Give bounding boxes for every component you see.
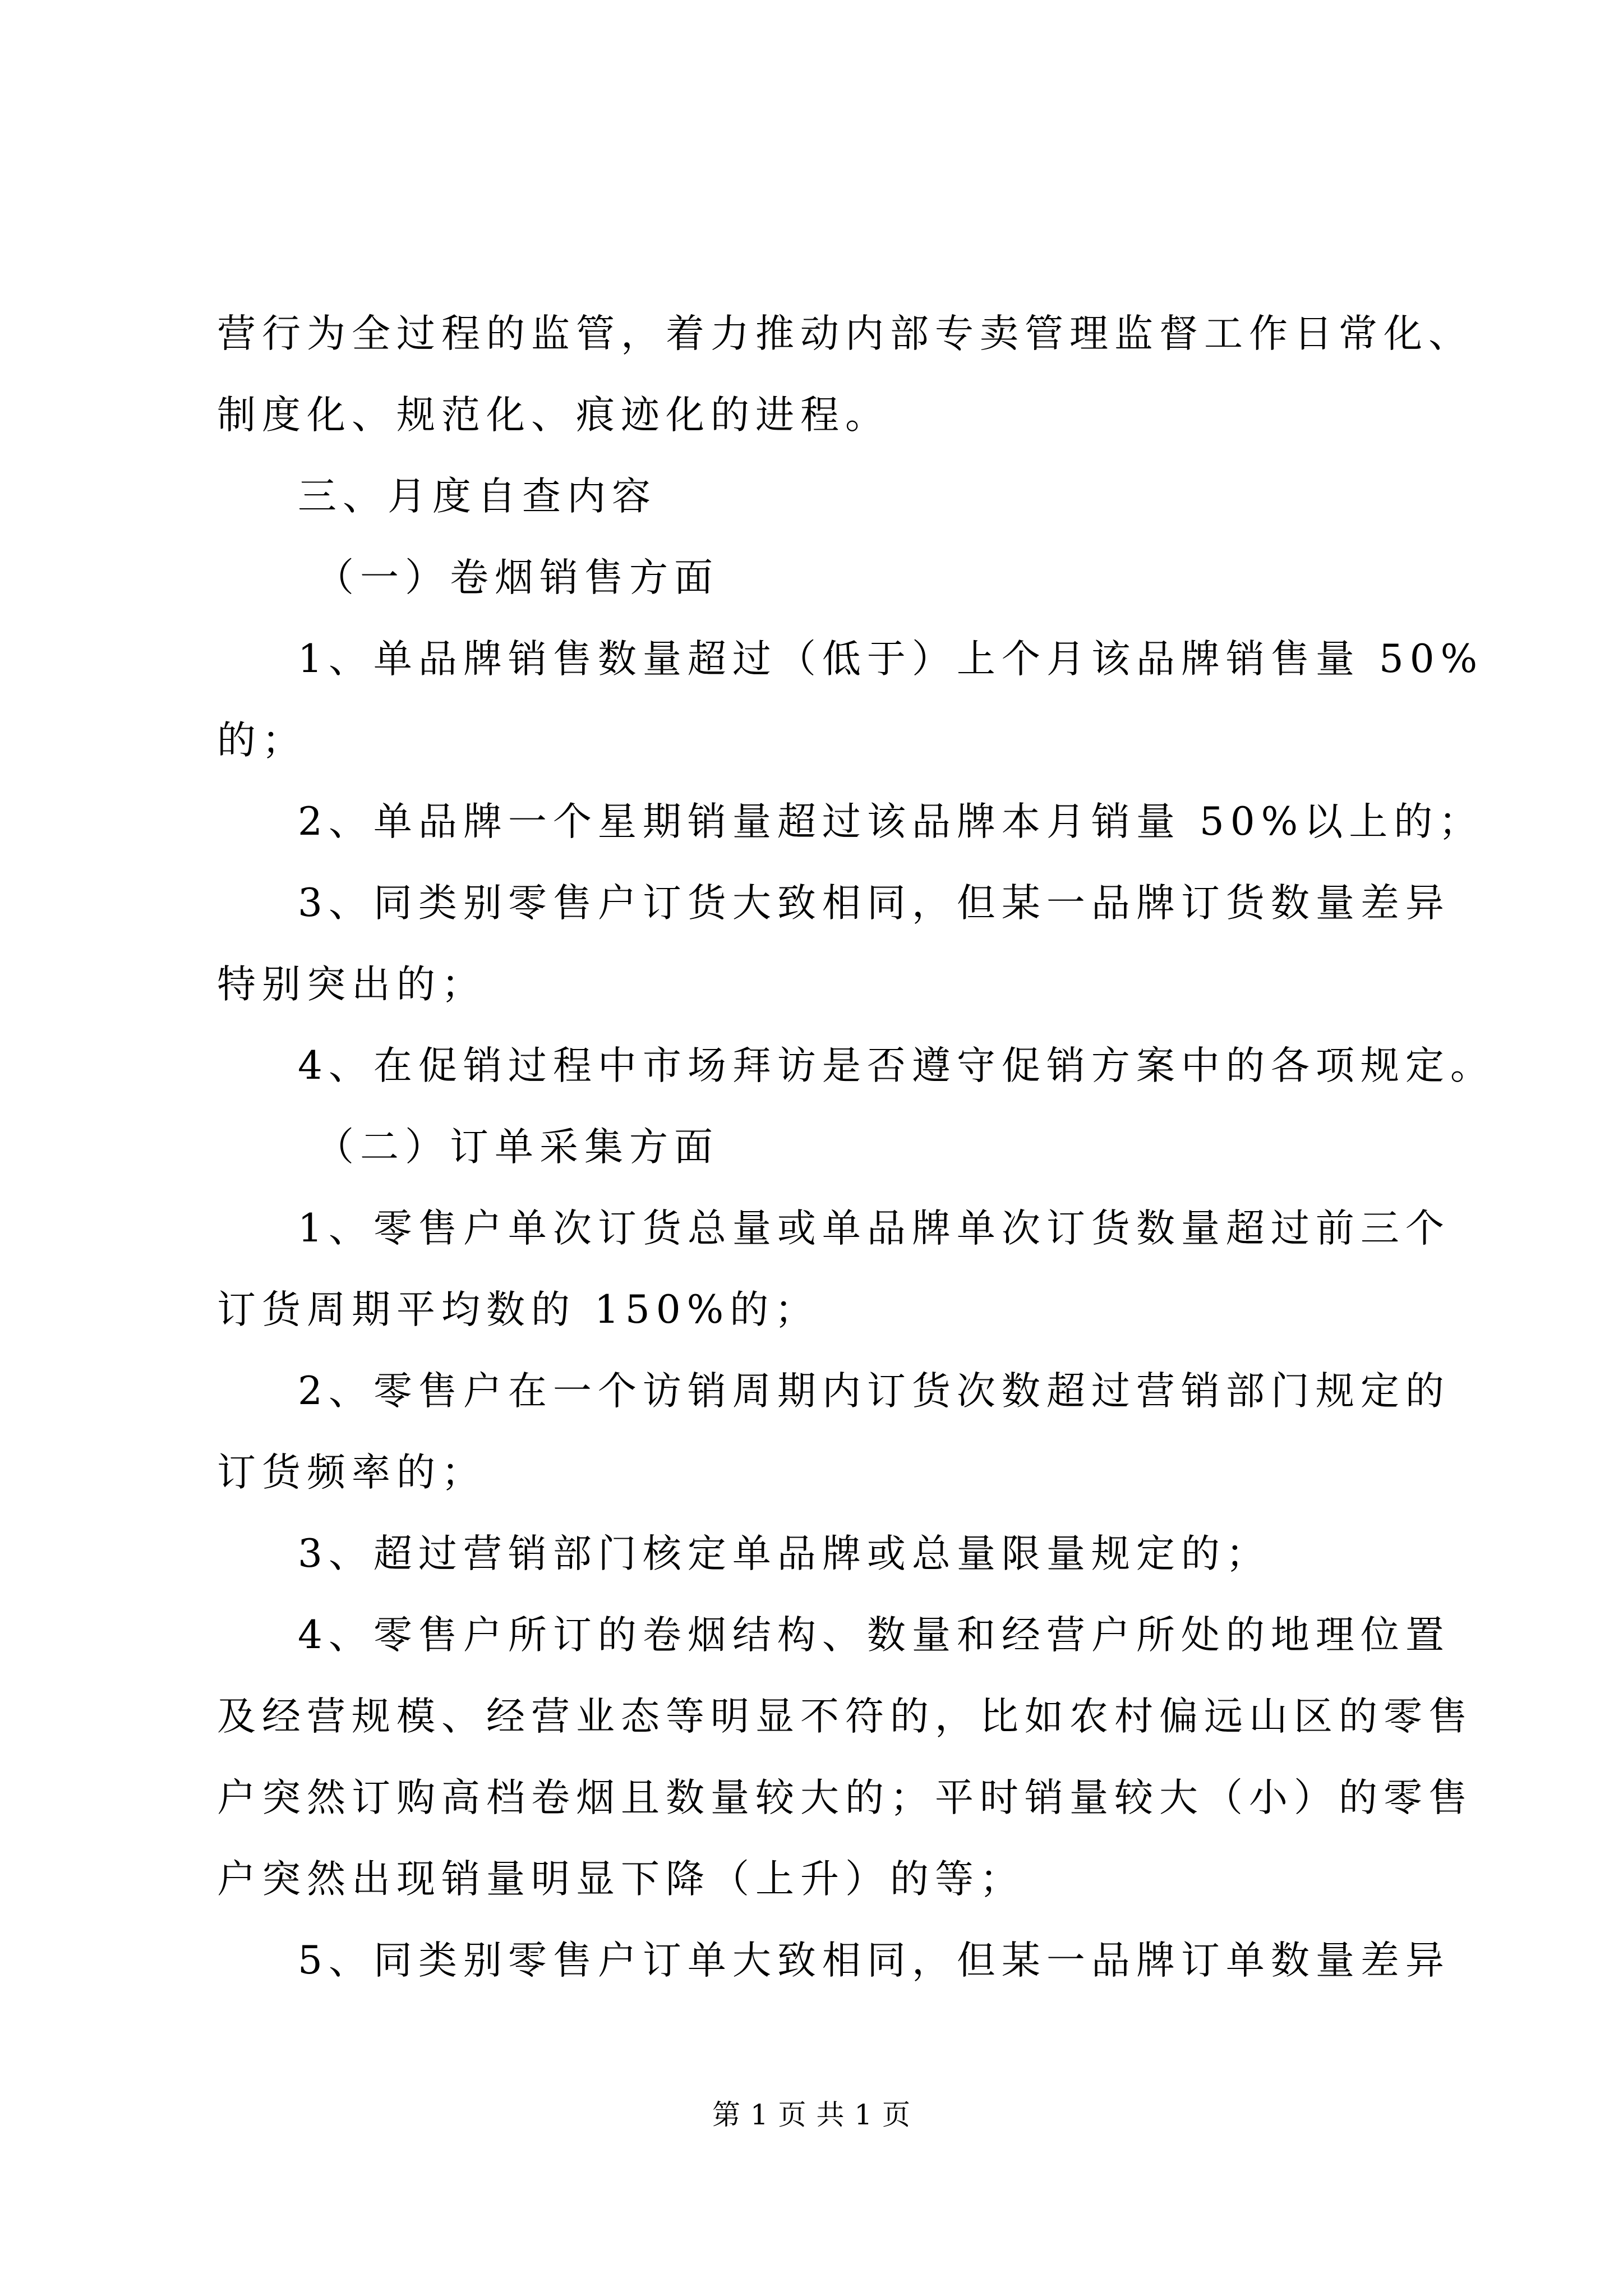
list-item-line: 4、在促销过程中市场拜访是否遵守促销方案中的各项规定。	[298, 1043, 1495, 1088]
subsection-heading: （二）订单采集方面	[315, 1125, 719, 1170]
list-item-line: 4、零售户所订的卷烟结构、数量和经营户所处的地理位置	[298, 1613, 1450, 1658]
list-item-line: 特别突出的；	[217, 962, 486, 1007]
list-item-line: 5、同类别零售户订单大致相同，但某一品牌订单数量差异	[298, 1938, 1450, 1983]
list-item-line: 2、零售户在一个访销周期内订货次数超过营销部门规定的	[298, 1369, 1450, 1414]
paragraph-line: 制度化、规范化、痕迹化的进程。	[217, 393, 890, 438]
paragraph-line: 营行为全过程的监管，着力推动内部专卖管理监督工作日常化、	[217, 311, 1473, 356]
list-item-line: 3、超过营销部门核定单品牌或总量限量规定的；	[298, 1531, 1271, 1576]
page-number-footer: 第 1 页 共 1 页	[712, 2099, 911, 2131]
list-item-line: 订货频率的；	[217, 1450, 486, 1495]
subsection-heading: （一）卷烟销售方面	[315, 555, 719, 600]
list-item-line: 2、单品牌一个星期销量超过该品牌本月销量 50%以上的；	[298, 799, 1484, 844]
list-item-line: 1、零售户单次订货总量或单品牌单次订货数量超过前三个	[298, 1206, 1450, 1251]
list-item-line: 1、单品牌销售数量超过（低于）上个月该品牌销售量 50%	[298, 637, 1484, 682]
list-item-line: 及经营规模、经营业态等明显不符的，比如农村偏远山区的零售	[217, 1694, 1473, 1739]
list-item-line: 户突然订购高档卷烟且数量较大的；平时销量较大（小）的零售	[217, 1775, 1473, 1820]
list-item-line: 的；	[217, 718, 307, 763]
list-item-line: 3、同类别零售户订货大致相同，但某一品牌订货数量差异	[298, 881, 1450, 926]
list-item-line: 订货周期平均数的 150%的；	[217, 1287, 820, 1332]
list-item-line: 户突然出现销量明显下降（上升）的等；	[217, 1857, 1025, 1902]
section-heading: 三、月度自查内容	[298, 474, 657, 519]
